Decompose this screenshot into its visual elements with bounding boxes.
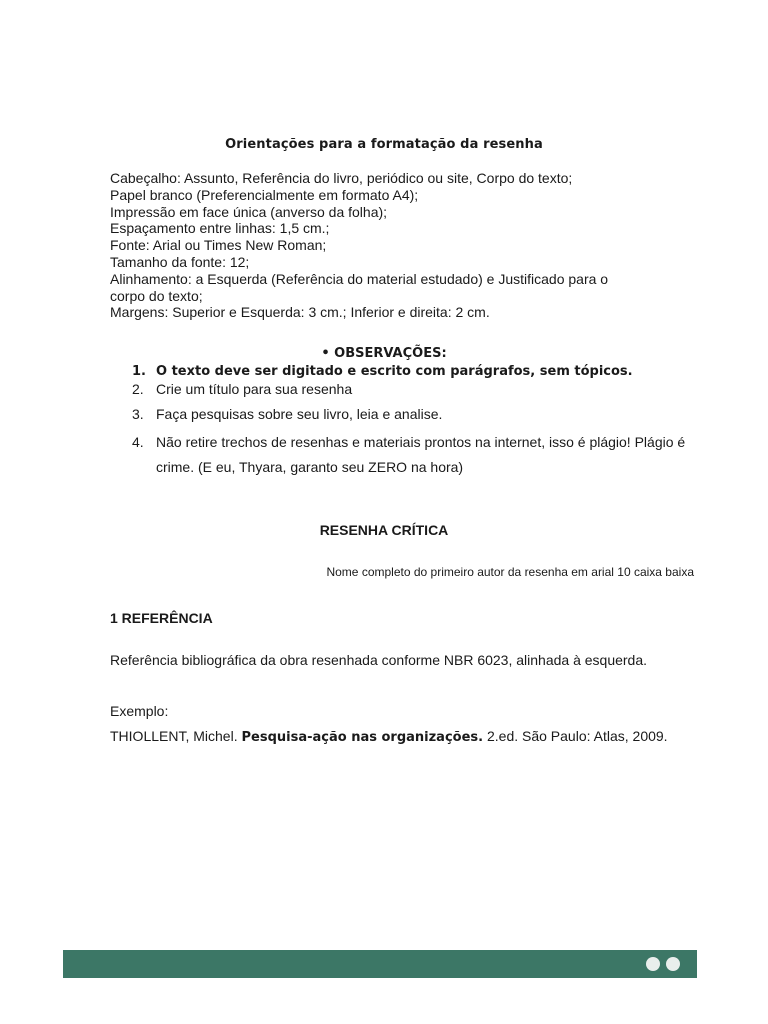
author-note: Nome completo do primeiro autor da resenha em arial 10 caixa baixa xyxy=(326,565,694,579)
spec-line: Tamanho da fonte: 12; xyxy=(110,253,250,270)
observation-number: 4. xyxy=(132,434,144,450)
footer-dot-icon xyxy=(646,957,660,971)
section-heading-reference: 1 REFERÊNCIA xyxy=(110,610,213,626)
citation-author: THIOLLENT, Michel. xyxy=(110,728,238,744)
citation-publication: 2.ed. São Paulo: Atlas, 2009. xyxy=(486,728,668,744)
spec-line: corpo do texto; xyxy=(110,287,203,304)
observations-heading: • OBSERVAÇÕES: xyxy=(321,346,447,361)
reference-paragraph: Referência bibliográfica da obra resenhada conforme NBR 6023, alinhada à esquerda. xyxy=(110,652,648,668)
example-label: Exemplo: xyxy=(110,703,169,719)
observations-list xyxy=(132,363,697,480)
spec-line: Papel branco (Preferencialmente em formato A4); xyxy=(110,186,419,203)
footer-bar xyxy=(63,950,697,978)
spec-line: Impressão em face única (anverso da folha); xyxy=(110,203,388,220)
resenha-title: RESENHA CRÍTICA xyxy=(319,522,449,538)
footer-dot-icon xyxy=(666,957,680,971)
observation-number: 2. xyxy=(132,381,144,397)
document-title: Orientações para a formatação da resenha xyxy=(225,137,543,152)
observation-text: Não retire trechos de resenhas e materiais prontos na internet, isso é plágio! Plágio é crime. (E eu, Thyara, garanto seu ZERO na hora) xyxy=(156,434,686,475)
spec-line: Espaçamento entre linhas: 1,5 cm.; xyxy=(110,220,330,237)
citation-book-title: Pesquisa-ação nas organizações. xyxy=(241,730,484,745)
observation-number: 1. xyxy=(132,364,146,379)
spec-line: Margens: Superior e Esquerda: 3 cm.; Inferior e direita: 2 cm. xyxy=(110,304,490,321)
observation-item xyxy=(132,380,697,405)
observation-text: Faça pesquisas sobre seu livro, leia e analise. xyxy=(156,406,443,422)
reference-citation xyxy=(110,728,694,746)
spec-line: Fonte: Arial ou Times New Roman; xyxy=(110,237,327,254)
observation-number: 3. xyxy=(132,406,144,422)
spec-line: Alinhamento: a Esquerda (Referência do material estudado) e Justificado para o xyxy=(110,270,609,287)
observation-text: O texto deve ser digitado e escrito com parágrafos, sem tópicos. xyxy=(156,364,633,379)
observation-item xyxy=(132,405,697,430)
spec-line: Cabeçalho: Assunto, Referência do livro, periódico ou site, Corpo do texto; xyxy=(110,170,573,186)
observation-item xyxy=(132,363,697,380)
observation-item xyxy=(132,430,697,480)
observation-text: Crie um título para sua resenha xyxy=(156,381,353,397)
formatting-specs xyxy=(110,170,690,321)
